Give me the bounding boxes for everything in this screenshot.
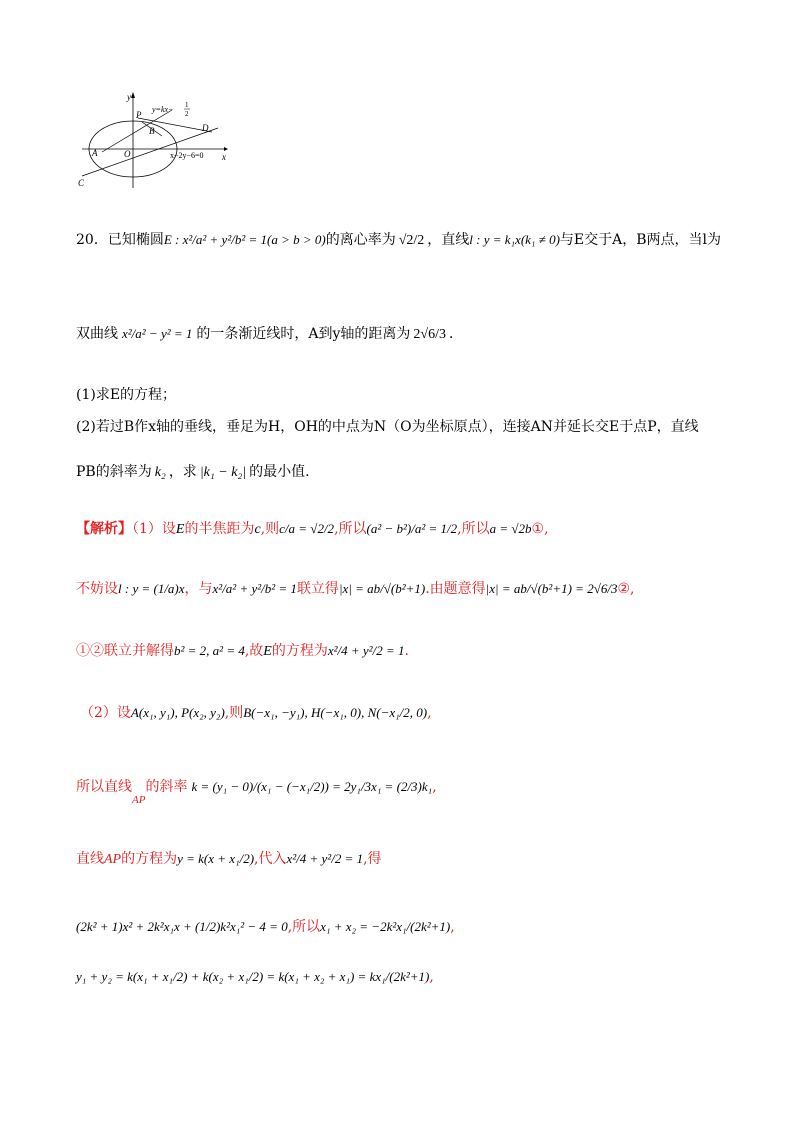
fig-label-line1-num: 1: [185, 101, 189, 109]
solution-line-7: [76, 920, 455, 934]
solution-line-5: [76, 780, 437, 806]
s3-a: ①②联立并解得: [76, 643, 174, 659]
s2-e: 联立得: [296, 581, 339, 597]
s1-a: （1）设: [132, 521, 176, 537]
y-axis-arrow: [131, 92, 135, 98]
x-axis-arrow: [224, 147, 228, 151]
line-text: ，直线: [427, 232, 470, 248]
s6-e: ,代入: [254, 851, 287, 867]
s1-h: ,所以: [457, 521, 490, 537]
s3-d: E: [263, 644, 272, 659]
q2b-text-3: 的最小值.: [249, 464, 310, 480]
question-2a: (2)若过B作x轴的垂线，垂足为H，OH的中点为N（O为坐标原点），连接AN并延长交E于点P，直线: [76, 419, 699, 435]
s8-b: ,: [429, 969, 434, 985]
s1-c: c: [254, 522, 261, 537]
s7-a: (2k² + 1)x² + 2k²x₁x + (1/2)k²x₁² − 4 = 0: [76, 919, 288, 934]
solution-line-1: [76, 522, 549, 537]
s5-c: 的斜率: [145, 779, 188, 795]
s2-h: |x| = ab/√(b²+1) = 2√6/3: [485, 581, 618, 596]
hyperbola-equation: x²/a² − y² = 1: [122, 326, 193, 341]
asym-text: 的一条渐近线时，A到y轴的距离为: [196, 326, 411, 342]
fig-label-b: B: [149, 126, 155, 136]
s4-c: ,则: [224, 705, 244, 721]
s1-b: 的半焦距为: [184, 521, 255, 537]
problem-line-1: [76, 233, 721, 248]
fig-label-x: x: [222, 152, 226, 162]
s3-b: b² = 2, a² = 4: [174, 643, 245, 658]
s1-j: ①,: [531, 521, 549, 537]
s6-d: y = k(x + x₁/2): [177, 851, 255, 866]
ecc-value: √2/2: [398, 233, 425, 248]
s4-e: ,: [427, 705, 432, 721]
s2-d: x²/a² + y²/b² = 1: [212, 581, 297, 596]
fig-label-d: D: [202, 123, 209, 133]
s2-i: ②,: [617, 581, 635, 597]
s3-g: .: [404, 643, 409, 659]
s5-a: 所以直线: [76, 779, 132, 795]
q2b-text-1: PB的斜率为: [76, 464, 152, 480]
intersect-text: 与E交于A，B两点，当l为: [559, 232, 722, 248]
problem-number: 20．已知椭圆: [76, 232, 164, 248]
solution-tag: 【解析】: [76, 521, 132, 537]
solution-line-4: [80, 706, 432, 720]
s6-b: AP: [104, 852, 122, 867]
s1-e: E: [175, 522, 185, 537]
s3-e: 的方程为: [271, 643, 328, 659]
s4-a: （2）设: [80, 705, 131, 721]
question-2b: [76, 465, 310, 480]
fig-label-line1: y=kx−: [152, 105, 174, 114]
s6-c: 的方程为: [121, 851, 178, 867]
s3-f: x²/4 + y²/2 = 1: [327, 643, 405, 658]
s2-c: ，与: [184, 581, 213, 597]
s8-a: y₁ + y₂ = k(x₁ + x₁/2) + k(x₂ + x₁/2) = k(x₁ + x₂ + x₁) = kx₁/(2k²+1): [76, 969, 430, 984]
s7-b: ,所以: [287, 919, 321, 935]
s7-c: x₁ + x₂ = −2k²x₁/(2k²+1): [320, 919, 451, 934]
fig-label-a: A: [92, 148, 98, 158]
s5-e: ,: [432, 779, 437, 795]
s6-g: ,得: [363, 851, 382, 867]
fig-label-p: P: [136, 110, 142, 120]
fig-label-y: y: [127, 92, 131, 102]
s5-b: AP: [132, 794, 146, 806]
q2b-abs: |k₁ − k₂|: [199, 465, 247, 480]
fig-label-line2: x−2y−6=0: [170, 151, 204, 160]
s4-b: A(x₁, y₁), P(x₂, y₂): [130, 705, 225, 720]
s1-eq1: c/a = √2/2: [279, 521, 335, 536]
solution-line-3: [76, 644, 409, 659]
problem-end: ．: [449, 326, 463, 342]
solution-line-2: [76, 582, 634, 596]
s1-eq2: (a² − b²)/a² = 1/2: [366, 521, 458, 536]
s4-d: B(−x₁, −y₁), H(−x₁, 0), N(−x₁/2, 0): [243, 705, 428, 720]
q2b-text-2: ，求: [168, 464, 197, 480]
s7-d: ,: [450, 919, 455, 935]
question-1: (1)求E的方程；: [76, 387, 177, 403]
solution-line-8: [76, 970, 434, 984]
s2-b: l : y = (1/a)x: [118, 581, 185, 596]
ellipse-equation: E : x²/a² + y²/b² = 1(a > b > 0): [163, 232, 326, 247]
s2-a: 不妨设: [76, 581, 118, 597]
line-equation: l : y = k₁x(k₁ ≠ 0): [469, 232, 560, 247]
fig-label-line1-den: 2: [185, 110, 189, 118]
s1-f: ,所以: [334, 521, 367, 537]
geometry-figure: [72, 88, 232, 188]
problem-line-2: [76, 327, 463, 342]
s2-f: |x| = ab/√(b²+1): [338, 581, 426, 596]
s5-d: k = (y₁ − 0)/(x₁ − (−x₁/2)) = 2y₁/3x₁ = (2/3)k₁: [191, 779, 433, 794]
fig-label-c: C: [78, 178, 85, 188]
ecc-text: 的离心率为: [325, 232, 396, 248]
s6-a: 直线: [76, 851, 104, 867]
s1-eq3: a = √2b: [489, 521, 532, 536]
fig-label-o: O: [124, 149, 131, 159]
dist-value: 2√6/3: [413, 327, 446, 342]
s2-g: .由题意得: [425, 581, 486, 597]
solution-line-6: [76, 852, 382, 867]
s1-d: ,则: [260, 521, 280, 537]
s3-c: ,故: [244, 643, 264, 659]
q2b-k2: k₂: [154, 465, 166, 480]
hyperbola-prefix: 双曲线: [76, 326, 118, 342]
s6-f: x²/4 + y²/2 = 1: [286, 851, 364, 866]
